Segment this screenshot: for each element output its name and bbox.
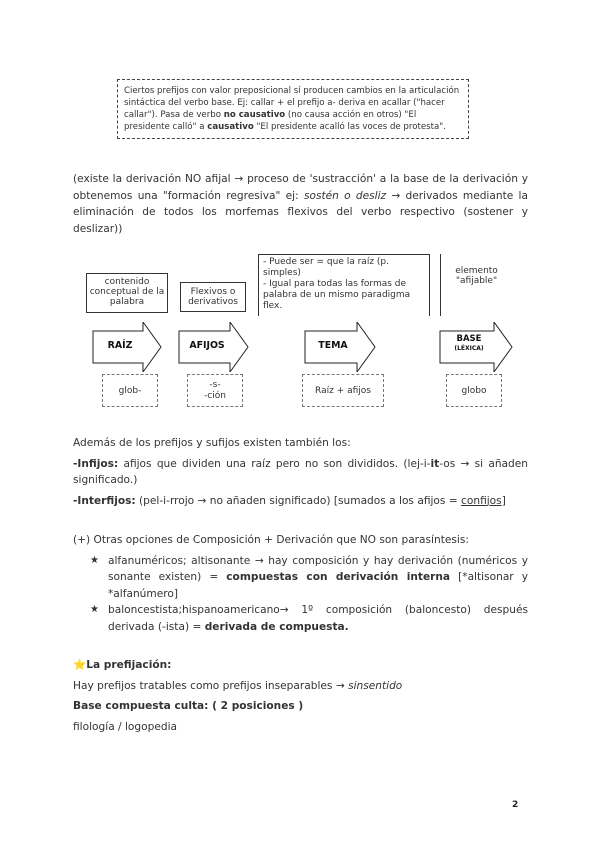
interfijos-underlined: confijos: [461, 494, 502, 507]
para1-text-2: → derivados mediante la eliminación de todos los morfemas flexivos del verbo respectivo (sostener y deslizar)): [73, 189, 528, 235]
stem-description-box: [258, 254, 430, 316]
bullet2-text: baloncestista;hispanoamericano→ 1º composición (baloncesto) después derivada (-ista) =: [108, 604, 528, 633]
example-raiz-text: glob-: [118, 386, 142, 396]
prefixation-line1-text: Hay prefijos tratables como prefijos inseparables →: [73, 679, 349, 692]
interfijos-text-2: ]: [501, 494, 506, 507]
list-item-text: [108, 602, 528, 635]
example-tema: [302, 374, 384, 407]
arrow-base-label: BASE: [456, 334, 482, 344]
composition-intro: (+) Otras opciones de Composición + Derivación que NO son parasíntesis:: [73, 534, 469, 546]
arrow-afijos-label: AFIJOS: [189, 340, 225, 351]
affixes-section: [73, 435, 528, 509]
affixes-intro: Además de los prefijos y sufijos existen también los:: [73, 437, 351, 449]
arrow-base-sublabel: (LÉXICA): [454, 345, 484, 352]
prefixation-section: [73, 657, 528, 735]
note-text: Ciertos prefijos con valor preposicional sí producen cambios en la articulación sintáctica del verbo base. Ej: callar + el prefijo a- deriva en acallar ("hacer callar"). Pasa de verbo: [124, 86, 460, 120]
star-bullet-icon: ★: [90, 554, 99, 566]
base-description-text: elemento "afijable": [455, 266, 498, 286]
prefixation-line3: filología / logopedia: [73, 720, 178, 733]
interfijos-line: [73, 493, 528, 510]
root-description-text: contenido conceptual de la palabra: [89, 277, 165, 307]
example-raiz: [102, 374, 158, 407]
prefixation-heading: La prefijación:: [86, 659, 172, 671]
prefixation-line2-text: Base compuesta culta: ( 2 posiciones ): [73, 700, 304, 712]
stem-description-line1: - Puede ser = que la raíz (p. simples): [263, 257, 389, 278]
bullet2-bold: derivada de compuesta.: [204, 620, 349, 633]
prefixation-line1-italic: sinsentido: [348, 679, 403, 692]
example-afijos-line1: -s-: [209, 380, 221, 390]
interfijos-text: (pel-i-rrojo → no añaden significado) [sumados a los afijos =: [135, 494, 462, 507]
note-box: [117, 79, 469, 139]
derivation-paragraph: [73, 171, 528, 237]
infijos-text: afijos que dividen una raíz pero no son divididos. (lej-i-: [118, 457, 431, 470]
note-bold-no-causativo: no causativo: [223, 110, 286, 120]
prefixation-heading-row: [73, 657, 528, 674]
bullet1-text: alfanuméricos; altisonante → hay composición y hay derivación (numéricos y sonante existen) =: [108, 554, 528, 583]
example-afijos: [187, 374, 243, 407]
star-bullet-icon: ★: [90, 604, 99, 615]
infijos-bold: it: [430, 457, 440, 470]
para1-text: (existe la derivación NO afijal → proceso de 'sustracción' a la base de la derivación y obtenemos una "formación regresiva" ej:: [73, 173, 528, 202]
infijos-text-2: -os → si añaden significado.): [73, 457, 528, 486]
arrow-raiz-label: RAÍZ: [107, 340, 133, 351]
interfijos-label: -Interfijos:: [73, 494, 136, 507]
bullet1-text-2: [*altisonar y *alfanúmero]: [108, 571, 529, 600]
note-bold-causativo: causativo: [207, 122, 254, 132]
example-base-text: globo: [461, 386, 487, 396]
list-item: [90, 553, 528, 603]
note-text-3: "El presidente acalló las voces de protesta".: [253, 122, 446, 132]
note-text-2: (no causa acción en otros) "El presidente calló" a: [124, 110, 417, 132]
para1-italic: sostén o desliz: [303, 189, 387, 202]
affix-description-box: [180, 282, 246, 312]
list-item: [90, 602, 528, 635]
base-description-box: [440, 254, 512, 316]
stem-description-line2: - Igual para todas las formas de palabra de un mismo paradigma flex.: [263, 279, 411, 311]
list-item-text: [108, 553, 528, 603]
star-icon: ⭐: [73, 659, 87, 671]
bullet1-bold: compuestas con derivación interna: [226, 571, 451, 583]
affix-description-text: Flexivos o derivativos: [188, 287, 238, 307]
arrows-svg: [0, 322, 600, 372]
example-base: [446, 374, 502, 407]
infijos-label: -Infijos:: [73, 457, 119, 470]
example-tema-text: Raíz + afijos: [315, 386, 371, 396]
composition-section: [73, 532, 528, 635]
prefixation-line2: [73, 698, 528, 715]
prefixation-line1: [73, 678, 528, 695]
example-afijos-line2: -ción: [204, 391, 226, 401]
root-description-box: [86, 273, 168, 313]
page-number: 2: [512, 800, 519, 810]
infijos-line: [73, 456, 528, 489]
arrow-tema-label: TEMA: [318, 340, 348, 351]
morphology-diagram: [0, 250, 600, 410]
